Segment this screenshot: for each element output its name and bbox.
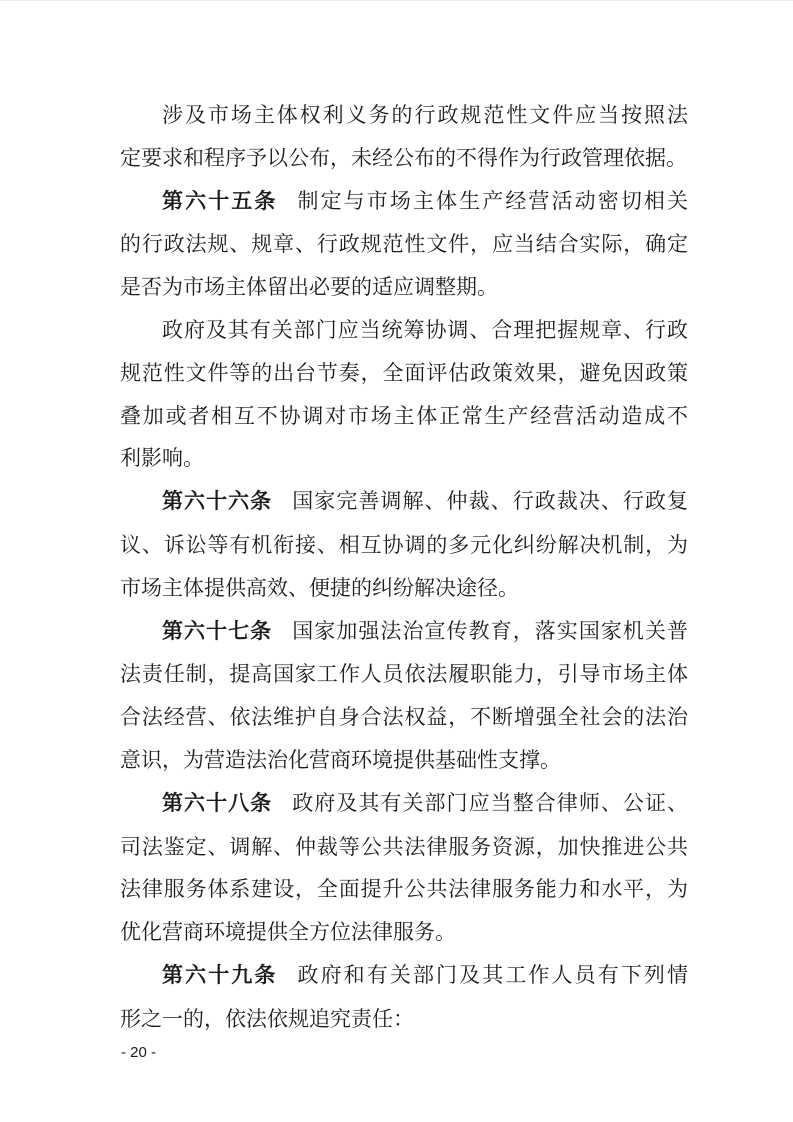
text-line: 利影响。 [120,446,204,471]
text-line [120,610,688,654]
text-line [120,782,688,826]
article-number-65: 第六十五条 [162,189,278,213]
text-line: 叠加或者相互不协调对市场主体正常生产经营活动造成不 [120,403,688,428]
text-line: 定要求和程序予以公布，未经公布的不得作为行政管理依据。 [120,145,687,170]
text-line [120,180,688,224]
text-line: 的行政法规、规章、行政规范性文件，应当结合实际，确定 [120,232,688,257]
paragraph-article-69 [120,954,688,1041]
text-line: 是否为市场主体留出必要的适应调整期。 [120,275,498,300]
text-line [120,480,688,524]
text-line [120,954,688,998]
text-line: 政府及其有关部门应当统筹协调、合理把握规章、行政 [162,317,688,342]
text-line: 涉及市场主体权利义务的行政规范性文件应当按照法 [162,103,688,127]
text-line: 规范性文件等的出台节奏，全面评估政策效果，避免因政策 [120,360,688,385]
article-number-69: 第六十九条 [162,963,278,987]
article-text-span: 政府和有关部门及其工作人员有下列情 [297,962,689,987]
text-line: 意识，为营造法治化营商环境提供基础性支撑。 [120,747,561,772]
paragraph-article-66 [120,480,688,609]
paragraph-policy-coordination [120,309,688,480]
article-text-span: 制定与市场主体生产经营活动密切相关 [297,188,689,213]
text-line: 法责任制，提高国家工作人员依法履职能力，引导市场主体 [120,662,688,687]
paragraph-article-68 [120,782,688,954]
paragraph-article-67 [120,610,688,782]
article-number-66: 第六十六条 [162,490,273,514]
text-line: 优化营商环境提供全方位法律服务。 [120,920,456,945]
text-line: 法律服务体系建设，全面提升公共法律服务能力和水平，为 [120,877,688,902]
page-number: - 20 - [121,1044,157,1061]
article-text-span: 国家加强法治宣传教育，落实国家机关普 [292,618,689,643]
article-text-span: 政府及其有关部门应当整合律师、公证、 [292,790,689,815]
document-body [120,94,688,1041]
text-line: 司法鉴定、调解、仲裁等公共法律服务资源，加快推进公共 [120,834,688,859]
text-line: 形之一的，依法依规追究责任： [120,1006,414,1031]
paragraph-article-65 [120,180,688,309]
text-line: 市场主体提供高效、便捷的纠纷解决途径。 [120,575,519,600]
article-number-68: 第六十八条 [162,791,273,815]
paragraph-publication-rule [120,94,688,180]
text-line: 议、诉讼等有机衔接、相互协调的多元化纠纷解决机制，为 [120,532,688,557]
article-text-span: 国家完善调解、仲裁、行政裁决、行政复 [292,489,689,514]
article-number-67: 第六十七条 [162,619,273,643]
text-line: 合法经营、依法维护自身合法权益，不断增强全社会的法治 [120,705,688,730]
